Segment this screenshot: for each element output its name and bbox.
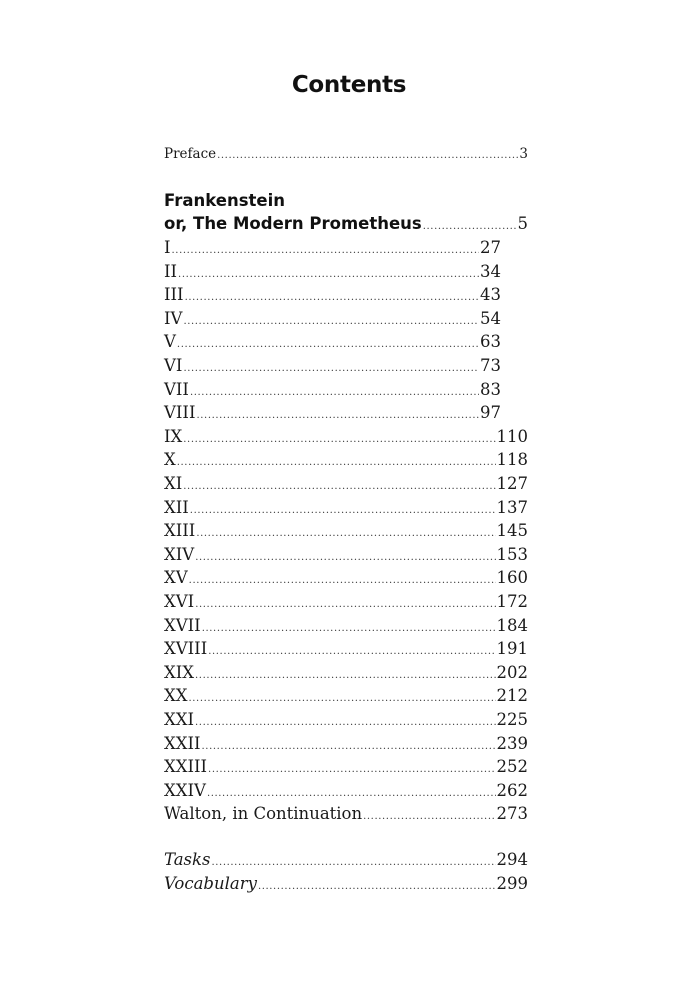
toc-entry-page: 43 xyxy=(480,285,501,305)
toc-entry-label: V xyxy=(164,332,176,352)
toc-entry-page: 97 xyxy=(480,403,501,423)
toc-entry xyxy=(164,354,501,378)
toc-entry-page: 5 xyxy=(517,214,528,233)
toc-entry xyxy=(164,802,528,826)
toc-entry xyxy=(164,448,528,472)
toc-entry-label: XII xyxy=(164,497,189,517)
toc-entry xyxy=(164,848,528,872)
dot-leader xyxy=(208,640,495,664)
dot-leader xyxy=(189,687,496,711)
dot-leader xyxy=(183,475,495,499)
dot-leader xyxy=(363,805,495,829)
toc-entry xyxy=(164,708,528,732)
toc-entry xyxy=(164,425,528,449)
dot-leader xyxy=(202,735,496,759)
toc-entry-label: XV xyxy=(164,568,188,588)
dot-leader xyxy=(178,263,479,287)
dot-leader xyxy=(195,546,495,570)
toc-entry xyxy=(164,590,528,614)
dot-leader xyxy=(189,569,496,593)
dot-leader xyxy=(217,146,518,166)
toc-entry-label: I xyxy=(164,238,171,257)
toc-entry-page: 54 xyxy=(480,308,501,328)
toc-entry-label: IX xyxy=(164,426,183,446)
toc-entry-label: X xyxy=(164,450,176,470)
toc-entry-label: III xyxy=(164,285,184,305)
toc-entry xyxy=(164,661,528,685)
toc-entry xyxy=(164,637,528,661)
dot-leader xyxy=(185,286,479,310)
dot-leader xyxy=(177,333,479,357)
toc-entry-page: 145 xyxy=(496,521,528,541)
toc-entry xyxy=(164,732,528,756)
toc-entry-novel xyxy=(164,212,528,236)
toc-entry xyxy=(164,872,528,896)
toc-entry-preface xyxy=(164,144,528,164)
toc-entry-label: Preface xyxy=(164,146,217,162)
toc-entry-page: 127 xyxy=(496,473,528,493)
toc-entry-page: 73 xyxy=(480,355,501,375)
dot-leader xyxy=(183,310,479,334)
dot-leader xyxy=(190,499,496,523)
dot-leader xyxy=(190,381,479,405)
toc-entry-page: 273 xyxy=(496,804,528,824)
toc-entry xyxy=(164,566,528,590)
toc-entry-page: 110 xyxy=(496,426,528,446)
novel-title-line1: Frankenstein xyxy=(164,191,286,210)
dot-leader xyxy=(177,451,496,475)
dot-leader xyxy=(202,617,496,641)
novel-title-line2: or, The Modern Prometheus xyxy=(164,214,422,233)
toc-entry-label: XIII xyxy=(164,521,196,541)
toc-entry-page: 299 xyxy=(496,873,528,893)
toc-entry-page: 63 xyxy=(480,332,501,352)
back-matter-list xyxy=(164,848,528,895)
toc-entry xyxy=(164,684,528,708)
dot-leader xyxy=(208,758,495,782)
toc-entry xyxy=(164,260,501,284)
toc-entry-label: XXIII xyxy=(164,757,208,777)
toc-entry xyxy=(164,236,501,260)
toc-entry xyxy=(164,307,501,331)
dot-leader xyxy=(183,428,495,452)
toc-entry-label: XX xyxy=(164,686,188,706)
toc-entry-page: 172 xyxy=(496,591,528,611)
toc-entry-page: 3 xyxy=(519,146,528,162)
toc-entry xyxy=(164,779,528,803)
toc-entry xyxy=(164,543,528,567)
dot-leader xyxy=(195,711,495,735)
toc-entry-label: XIX xyxy=(164,662,195,682)
toc-entry-page: 184 xyxy=(496,615,528,635)
toc-entry-page: 252 xyxy=(496,757,528,777)
toc-entry-page: 294 xyxy=(496,850,528,869)
toc-entry-page: 34 xyxy=(480,261,501,281)
page-title: Contents xyxy=(291,72,407,98)
chapter-list xyxy=(164,236,501,425)
toc-entry xyxy=(164,401,501,425)
toc-entry-page: 83 xyxy=(480,379,501,399)
toc-entry-label: II xyxy=(164,261,178,281)
toc-entry xyxy=(164,614,528,638)
toc-entry-page: 239 xyxy=(496,733,528,753)
dot-leader xyxy=(172,239,479,263)
toc-entry-label: XXII xyxy=(164,733,201,753)
toc-entry-label: XXIV xyxy=(164,780,206,800)
toc-entry xyxy=(164,283,501,307)
chapter-list-continued xyxy=(164,425,528,826)
dot-leader xyxy=(258,875,496,899)
toc-entry-label: XI xyxy=(164,473,183,493)
toc-entry-page: 27 xyxy=(480,238,501,257)
toc-entry-page: 225 xyxy=(496,709,528,729)
toc-entry-label: Vocabulary xyxy=(164,873,257,893)
toc-entry-page: 202 xyxy=(496,662,528,682)
toc-entry-label: XVIII xyxy=(164,639,208,659)
toc-entry-label: VII xyxy=(164,379,189,399)
toc-entry-label: XXI xyxy=(164,709,195,729)
toc-entry-page: 137 xyxy=(496,497,528,517)
toc-entry-label: XVII xyxy=(164,615,201,635)
dot-leader xyxy=(195,593,495,617)
dot-leader xyxy=(183,357,479,381)
toc-entry-page: 153 xyxy=(496,544,528,564)
toc-entry-label: IV xyxy=(164,308,183,328)
toc-entry-page: 160 xyxy=(496,568,528,588)
toc-entry-label: Walton, in Continuation xyxy=(164,804,363,824)
toc-entry-label: VI xyxy=(164,355,183,375)
toc-entry-label: XVI xyxy=(164,591,195,611)
toc-entry-page: 262 xyxy=(496,780,528,800)
dot-leader xyxy=(196,522,495,546)
toc-entry-page: 212 xyxy=(496,686,528,706)
toc-entry xyxy=(164,330,501,354)
toc-entry xyxy=(164,496,528,520)
toc-entry-page: 118 xyxy=(496,450,528,470)
toc-entry-label: Tasks xyxy=(164,850,211,869)
toc-entry-label: VIII xyxy=(164,403,196,423)
toc-entry xyxy=(164,519,528,543)
toc-entry xyxy=(164,755,528,779)
toc-entry xyxy=(164,378,501,402)
toc-entry-page: 191 xyxy=(496,639,528,659)
toc-entry xyxy=(164,472,528,496)
dot-leader xyxy=(195,664,495,688)
toc-entry-label: XIV xyxy=(164,544,195,564)
